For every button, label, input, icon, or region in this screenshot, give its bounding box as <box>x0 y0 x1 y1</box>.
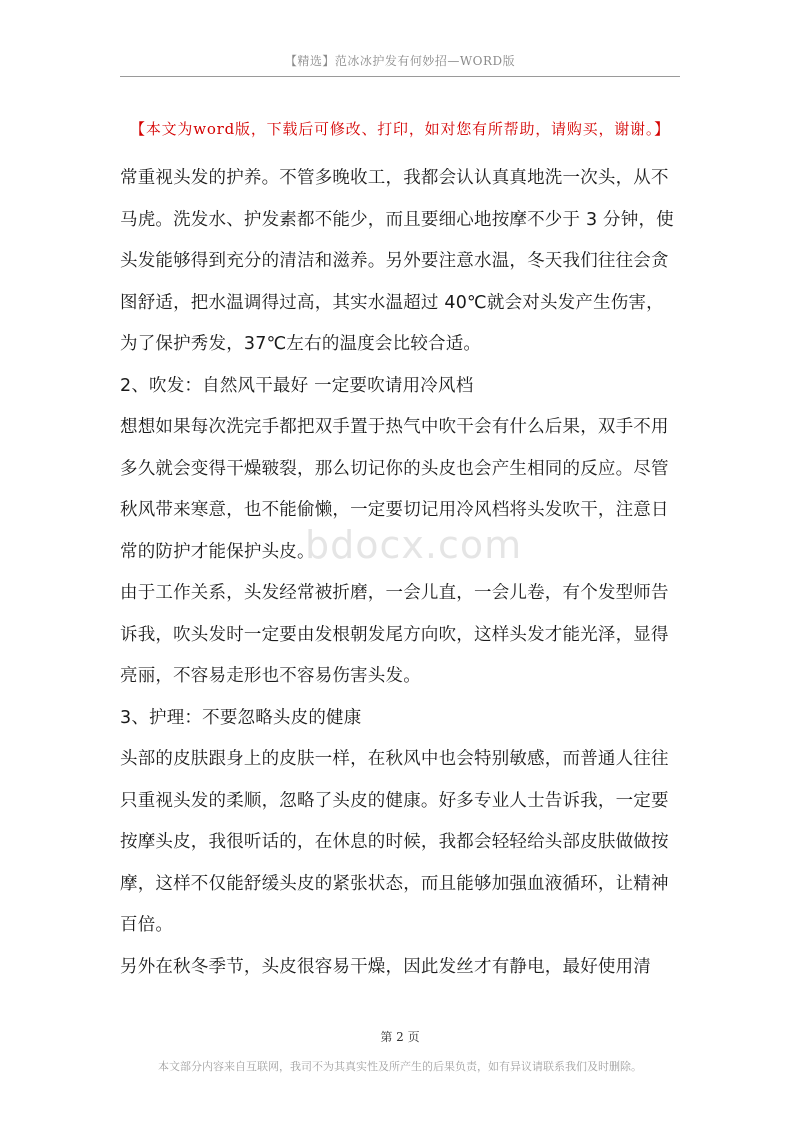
page-header-title: 【精选】范冰冰护发有何妙招—WORD版 <box>284 54 516 68</box>
paragraph-blow-dry: 想想如果每次洗完手都把双手置于热气中吹干会有什么后果，双手不用多久就会变得干燥皲裂，那么切记你的头皮也会产生相同的反应。尽管秋风带来寒意，也不能偷懒，一定要切记用冷风档将头发吹干，注意日常的防护才能保护头皮。 <box>120 417 669 562</box>
page-number: 第 2 页 <box>380 1030 420 1044</box>
footer-disclaimer: 本文部分内容来自互联网，我司不为其真实性及所产生的后果负责，如有异议请联系我们及时删除。 <box>158 1060 642 1073</box>
paragraph-scalp-massage: 头部的皮肤跟身上的皮肤一样，在秋风中也会特别敏感，而普通人往往只重视头发的柔顺，忽略了头皮的健康。好多专业人士告诉我，一定要按摩头皮，我很听话的，在休息的时候，我都会轻轻给头部皮肤做做按摩，这样不仅能舒缓头皮的紧张状态，而且能够加强血液循环，让精神百倍。 <box>120 749 669 935</box>
watermark: bdocx.com <box>305 523 523 567</box>
section-heading-blow-dry: 2、吹发：自然风干最好 一定要吹请用冷风档 <box>120 375 474 396</box>
paragraph-static: 另外在秋冬季节，头皮很容易干燥，因此发丝才有静电，最好使用清 <box>120 956 651 977</box>
section-heading-scalp-care: 3、护理：不要忽略头皮的健康 <box>120 707 362 728</box>
header-divider <box>120 76 680 77</box>
paragraph-washing: 常重视头发的护养。不管多晚收工，我都会认认真真地洗一次头，从不马虎。洗发水、护发素都不能少，而且要细心地按摩不少于 3 分钟，使头发能够得到充分的清洁和滋养。另外要注意水温，冬天我们往往会贪图舒适，把水温调得过高，其实水温超过 40℃就会对头发产生伤害，为了保护秀发，37℃左右的温度会比较合适。 <box>120 168 674 354</box>
download-notice: 【本文为word版，下载后可修改、打印，如对您有所帮助，请购买，谢谢。】 <box>130 120 670 138</box>
paragraph-hairstylist-advice: 由于工作关系，头发经常被折磨，一会儿直，一会儿卷，有个发型师告诉我，吹头发时一定要由发根朝发尾方向吹，这样头发才能光泽，显得亮丽，不容易走形也不容易伤害头发。 <box>120 583 669 686</box>
document-body <box>120 158 680 988</box>
